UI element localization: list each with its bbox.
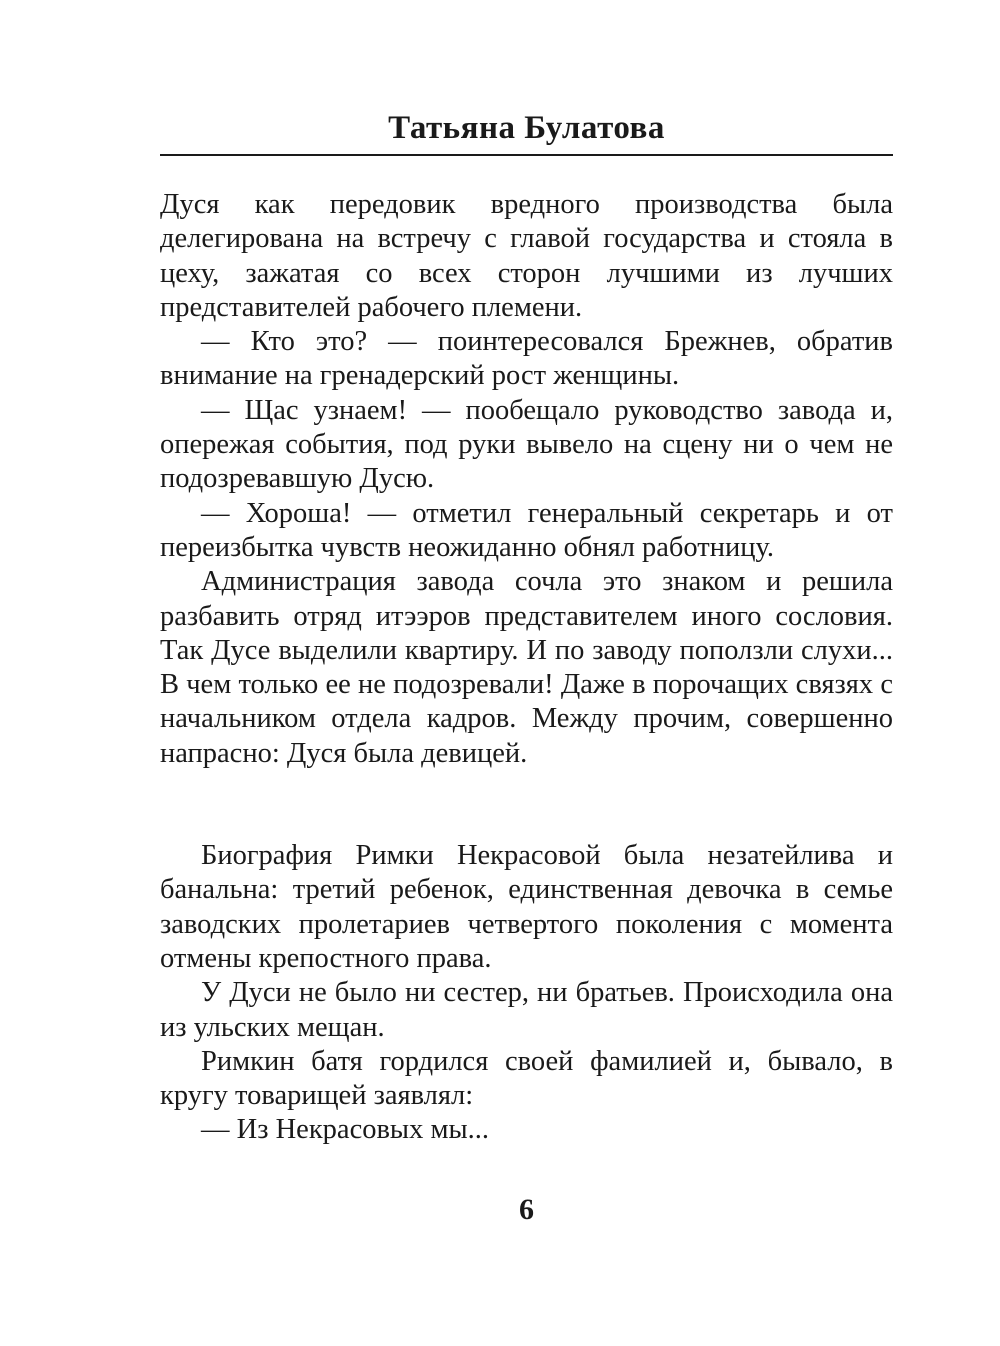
paragraph-administration-apartment: Администрация завода сочла это знаком и решила разбавить отряд итээров представителем иного сословия. Так Дусе выделили квартиру. И по заводу поползли слухи... В чем только ее не подозревали! Даже в порочащих связях с начальником отдела кадров. Между прочим, совершенно напрасно: Дуся была девицей. — [160, 566, 893, 769]
paragraph-secretary-hug: — Хороша! — отметил генеральный секретарь и от переизбытка чувств неожиданно обнял работницу. — [160, 497, 893, 563]
paragraph-dusya-family: У Дуси не было ни сестер, ни братьев. Происходила она из ульских мещан. — [160, 977, 893, 1043]
running-header — [160, 108, 893, 156]
page-body — [160, 188, 893, 1148]
author-name: Татьяна Булатова — [388, 110, 665, 146]
paragraph-rimka-father: Римкин батя гордился своей фамилией и, бывало, в кругу товарищей заявлял: — [160, 1045, 893, 1112]
book-page — [160, 0, 893, 1346]
paragraph-dusya-delegated: Дуся как передовик вредного производства была делегирована на встречу с главой государства и стояла в цеху, зажатая со всех сторон лучшими из лучших представителей рабочего племени. — [160, 189, 893, 323]
section-break — [160, 771, 893, 839]
paragraph-rimka-biography: Биография Римки Некрасовой была незатейлива и банальна: третий ребенок, единственная девочка в семье заводских пролетариев четвертого поколения с момента отмены крепостного права. — [160, 840, 893, 974]
paragraph-nekrasov-quote: — Из Некрасовых мы... — [201, 1114, 490, 1146]
page-number: 6 — [519, 1193, 534, 1226]
paragraph-management-answer: — Щас узнаем! — пообещало руководство завода и, опережая события, под руки вывело на сцену ни о чем не подозревавшую Дусю. — [160, 394, 893, 495]
paragraph-brezhnev-question: — Кто это? — поинтересовался Брежнев, обратив внимание на гренадерский рост женщины. — [160, 326, 893, 392]
